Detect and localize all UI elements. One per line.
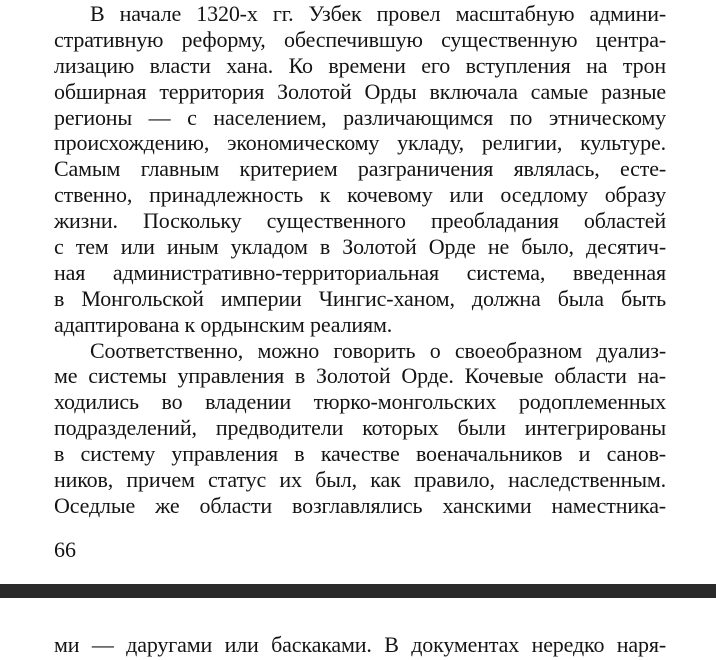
text-line: ственно, принадлежность к кочевому или оседлому образу — [54, 182, 666, 208]
text-line: обширная территория Золотой Орды включала самые разные — [54, 78, 666, 104]
paragraph-1 — [54, 1, 666, 338]
text-line: Оседлые же области возглавлялись ханскими наместника- — [54, 492, 666, 518]
text-line: адаптирована к ордынским реалиям. — [54, 311, 393, 337]
text-line: Соответственно, можно говорить о своеобразном дуализ- — [90, 337, 666, 363]
text-line: с тем или иным укладом в Золотой Орде не было, десятич- — [54, 234, 666, 260]
next-page — [0, 598, 716, 660]
text-line: подразделений, предводители которых были интегрированы — [54, 415, 666, 441]
text-line: происхождению, экономическому укладу, религии, культуре. — [54, 130, 666, 156]
text-line: в Монгольской империи Чингис-ханом, должна была быть — [54, 285, 666, 311]
text-line: стративную реформу, обеспечившую существенную центра- — [54, 26, 666, 52]
text-line: ми — даругами или баскаками. В документах нередко наря- — [54, 632, 666, 657]
text-line: ная административно-территориальная система, введенная — [54, 259, 666, 285]
text-line: В начале 1320-х гг. Узбек провел масштабную админи- — [90, 1, 666, 26]
page-text — [54, 1, 666, 519]
page-number: 66 — [54, 537, 76, 562]
page-divider — [0, 584, 716, 598]
text-line: Самым главным критерием разграничения являлась, есте- — [54, 156, 666, 182]
text-line: ходились во владении тюрко-монгольских родоплеменных — [54, 389, 666, 415]
text-line: ников, причем статус их был, как правило, наследственным. — [54, 467, 666, 493]
paragraph-2 — [54, 338, 666, 519]
text-line: жизни. Поскольку существенного преобладания областей — [54, 208, 666, 234]
text-line: ме системы управления в Золотой Орде. Кочевые области на- — [54, 363, 666, 389]
text-line: в систему управления в качестве военачальников и санов- — [54, 441, 666, 467]
text-line: лизацию власти хана. Ко времени его вступления на трон — [54, 52, 666, 78]
text-line: регионы — с населением, различающимся по этническому — [54, 104, 666, 130]
